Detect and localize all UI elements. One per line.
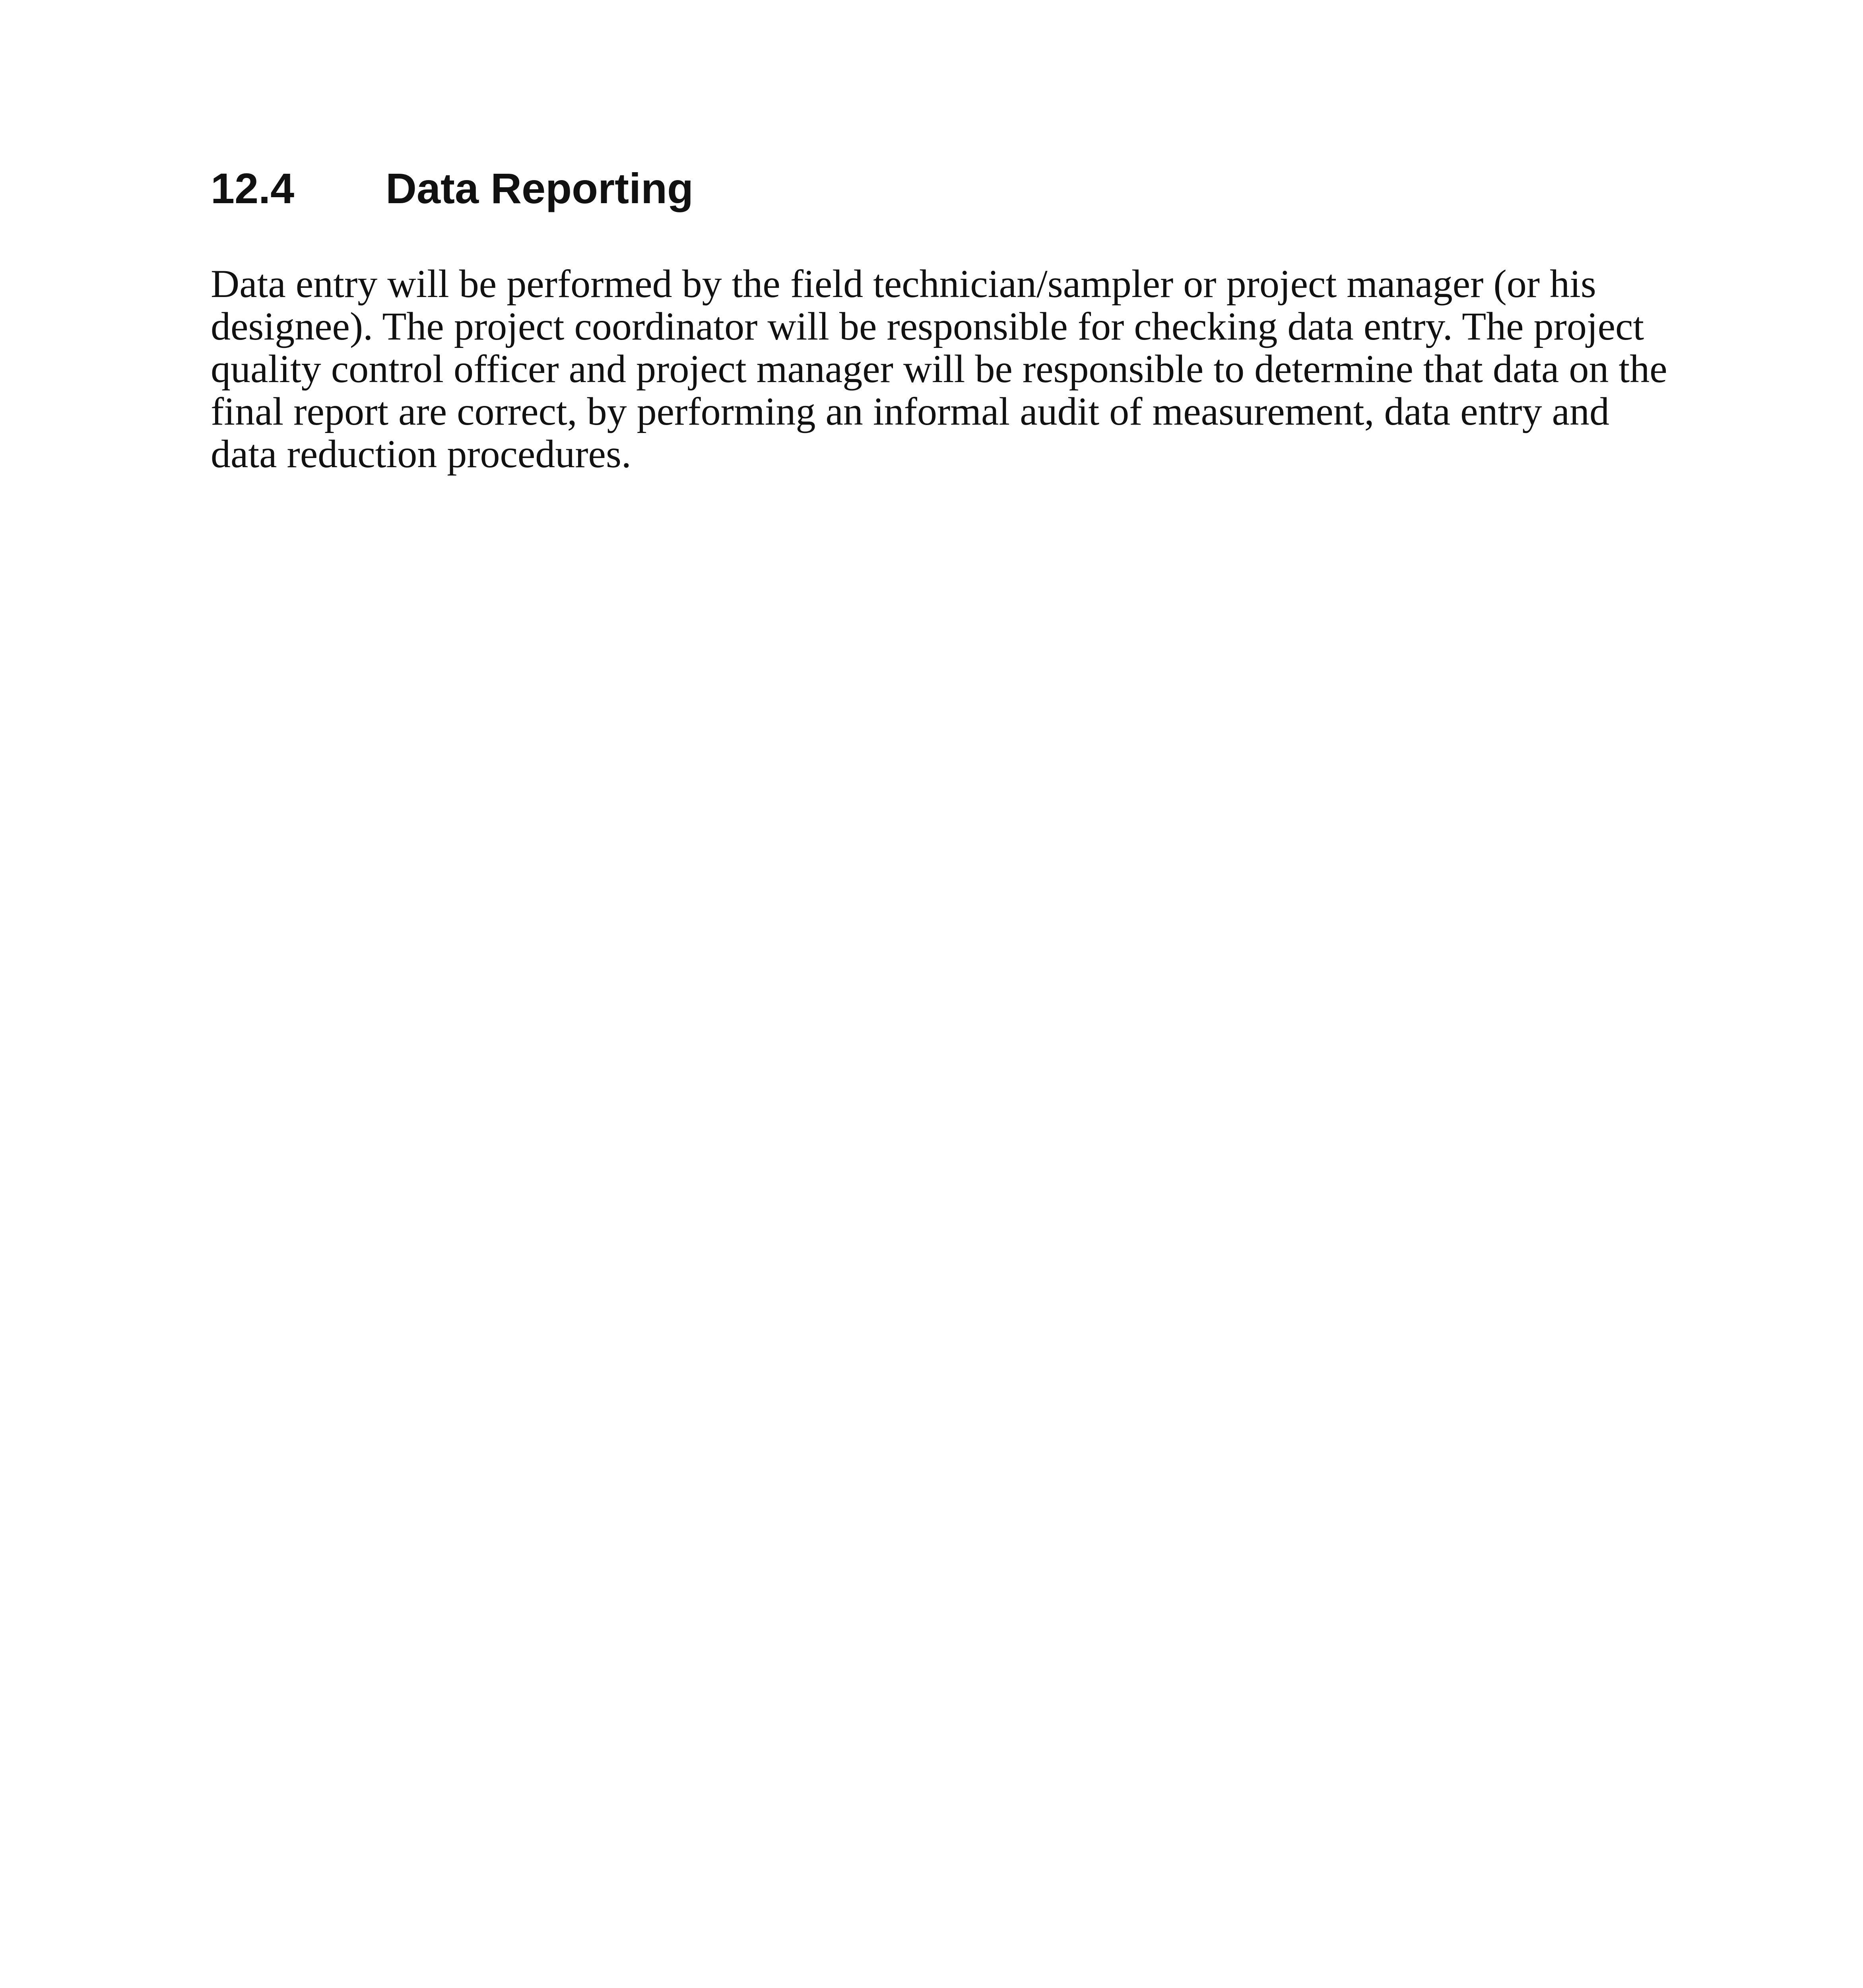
section-heading	[211, 164, 694, 212]
body-line: designee). The project coordinator will be responsible for checking data entry. The project	[211, 304, 1644, 348]
body-line: final report are correct, by performing an informal audit of measurement, data entry and	[211, 389, 1609, 433]
body-line: quality control officer and project manager will be responsible to determine that data on the	[211, 347, 1667, 391]
section-number: 12.4	[211, 164, 295, 212]
body-line: data reduction procedures.	[211, 432, 631, 476]
body-line: Data entry will be performed by the field technician/sampler or project manager (or his	[211, 262, 1596, 306]
body-paragraph	[211, 262, 1729, 475]
section-title: Data Reporting	[386, 164, 694, 212]
